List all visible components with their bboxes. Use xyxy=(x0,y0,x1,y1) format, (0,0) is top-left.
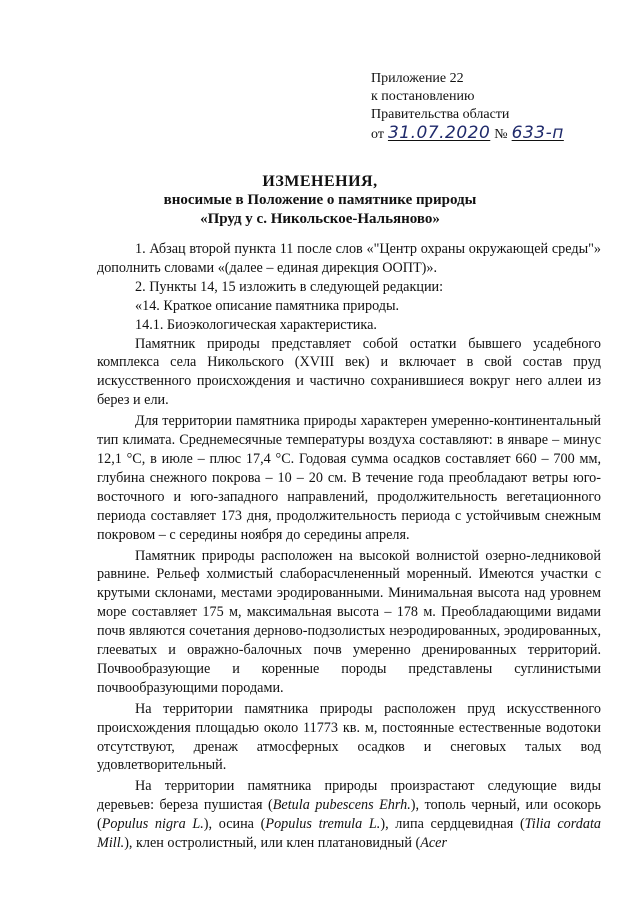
appendix-date-line xyxy=(371,124,621,144)
species-sep-4: ), клен остролистный, или клен платановидный ( xyxy=(124,835,421,852)
species-acer: Acer xyxy=(420,835,448,852)
paragraph-4: 14.1. Биоэкологическая характеристика. xyxy=(135,316,377,333)
heading-subtitle: вносимые в Положение о памятнике природы xyxy=(163,192,477,208)
paragraph-5: Памятник природы представляет собой остатки бывшего усадебного комплекса села Никольского (XVIII век) и включает в свой состав пруд искусственного происхождения и частично сохранившиеся вокруг него аллеи из берез и ели. xyxy=(97,335,601,409)
species-populus-nigra: Populus nigra L. xyxy=(101,816,204,833)
species-sep-3: ), липа сердцевидная ( xyxy=(380,816,525,833)
species-betula: Betula pubescens Ehrh. xyxy=(272,797,411,814)
number-sign: № xyxy=(494,127,508,142)
from-prefix: от xyxy=(371,127,384,142)
species-sep-2: ), осина ( xyxy=(203,816,266,833)
appendix-block xyxy=(371,70,621,144)
heading-title: ИЗМЕНЕНИЯ, xyxy=(262,173,378,190)
species-sep-1: ), тополь черный, или осокорь ( xyxy=(97,797,601,833)
paragraph-1: 1. Абзац второй пункта 11 после слов «"Центр охраны окружающей среды"» дополнить словами «(далее – единая дирекция ООПТ)». xyxy=(97,241,601,276)
document-heading xyxy=(97,172,543,229)
appendix-line-3: Правительства области xyxy=(371,107,510,122)
species-populus-tremula: Populus tremula L. xyxy=(265,816,381,833)
appendix-line-2: к постановлению xyxy=(371,89,475,104)
paragraph-8: На территории памятника природы расположен пруд искусственного происхождения площадью около 11773 кв. м, постоянные естественные водотоки отсутствуют, дренаж атмосферных осадков и снеговых талых вод удовлетворительный. xyxy=(97,700,601,774)
paragraph-6: Для территории памятника природы характерен умеренно-континентальный тип климата. Среднемесячные температуры воздуха составляют: в январе – минус 12,1 °С, в июле – плюс 17,4 °С. Годовая сумма осадков составляет 660 – 700 мм, глубина снежного покрова – 10 – 20 см. В течение года преобладают ветры юго-восточного и юго-западного направлений, продолжительность вегетационного периода составляет 173 дня, продолжительность периода с устойчивым снежным покровом – с середины ноября до середины апреля. xyxy=(97,413,601,543)
document-body xyxy=(97,240,601,853)
paragraph-3: «14. Краткое описание памятника природы. xyxy=(135,297,400,314)
paragraph-species xyxy=(97,777,601,853)
handwritten-number: 633-п xyxy=(511,123,564,143)
species-intro: На территории памятника природы произрастают следующие виды деревьев: береза пушистая ( xyxy=(97,778,601,814)
heading-object-name: «Пруд у с. Никольское-Нальяново» xyxy=(200,211,440,227)
paragraph-7: Памятник природы расположен на высокой волнистой озерно-ледниковой равнине. Рельеф холмистый слаборасчлененный моренный. Имеются участки с крутыми склонами, местами эродированными. Минимальная высота над уровнем море составляет 175 м, максимальная высота – 178 м. Преобладающими видами почв являются сочетания дерново-подзолистых неэродированных, эродированных, глееватых и овражно-балочных почв умеренно дренированных территорий. Почвообразующие и коренные породы представлены суглинистыми почвообразующими породами. xyxy=(97,547,601,696)
paragraph-2: 2. Пункты 14, 15 изложить в следующей редакции: xyxy=(135,278,444,295)
species-tilia: Tilia cordata Mill. xyxy=(97,816,601,852)
appendix-line-1: Приложение 22 xyxy=(371,71,464,86)
handwritten-date: 31.07.2020 xyxy=(387,123,491,143)
